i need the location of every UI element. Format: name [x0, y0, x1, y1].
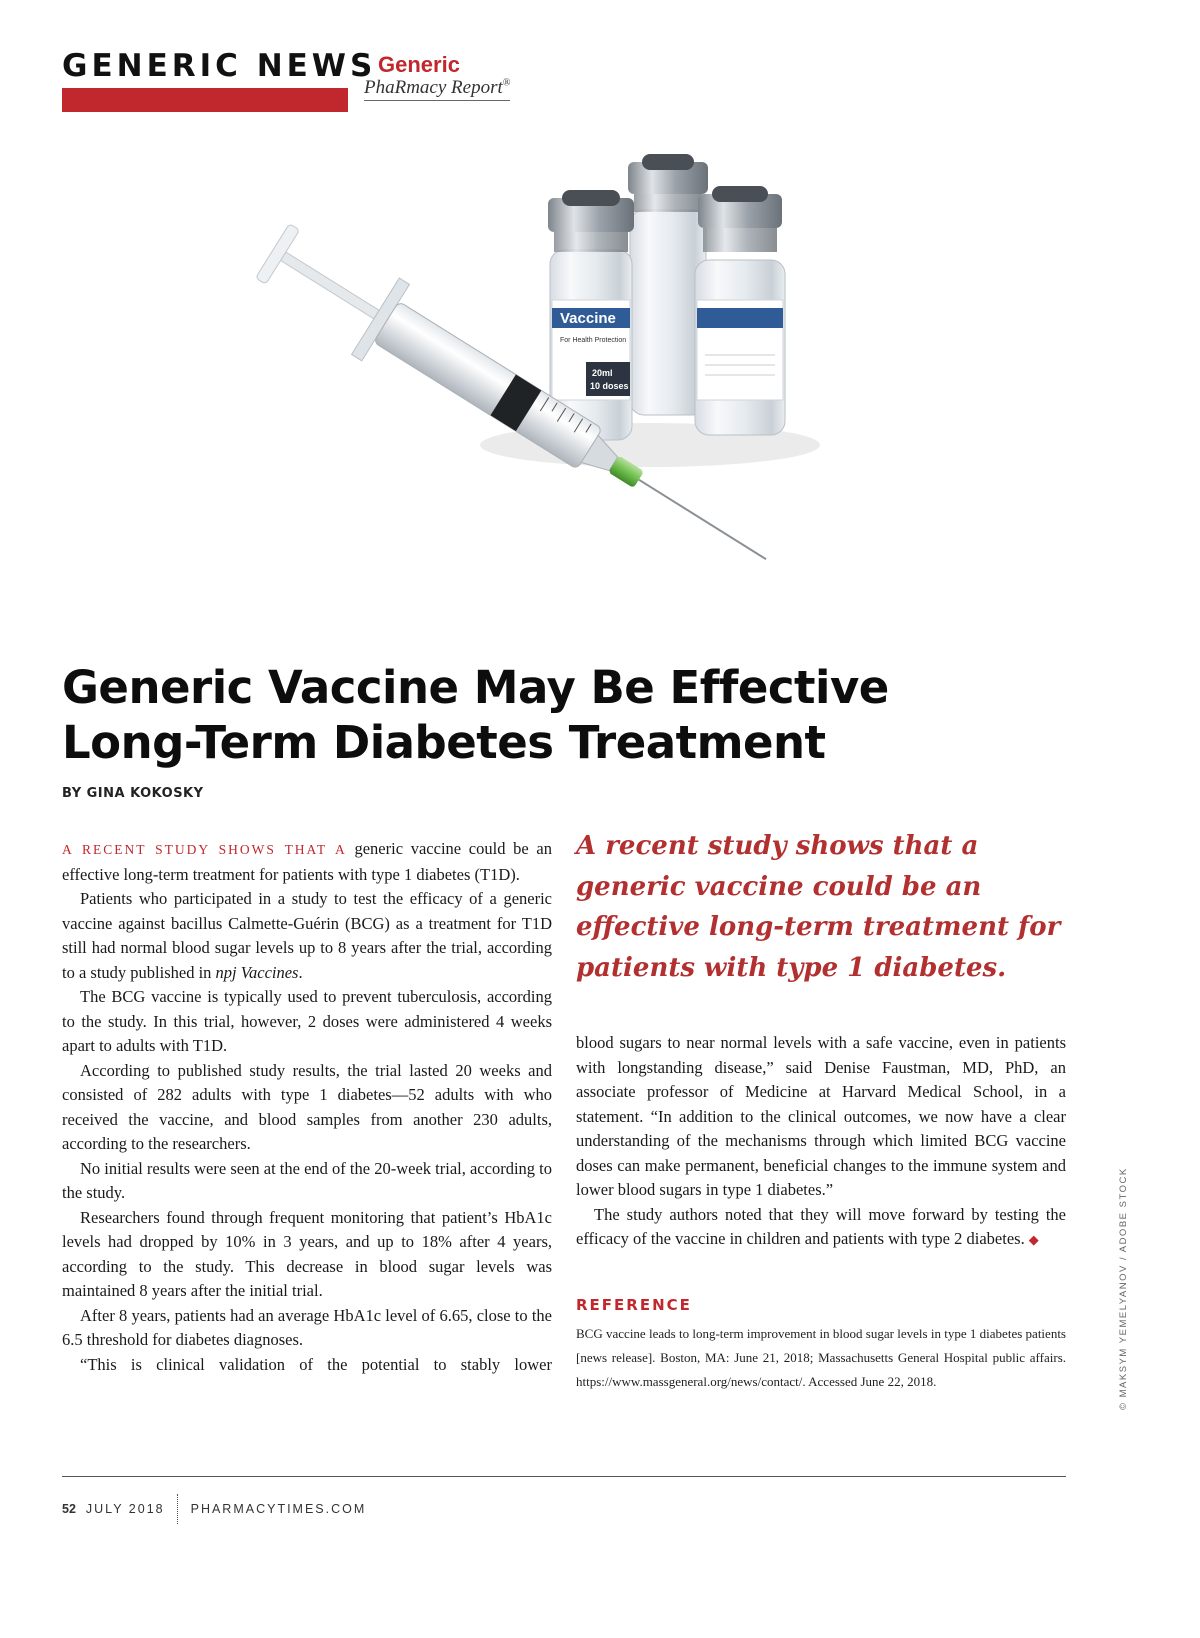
- section-accent-bar: [62, 88, 348, 112]
- headline-line-2: Long-Term Diabetes Treatment: [62, 716, 826, 769]
- vial-label-title: Vaccine: [560, 310, 616, 327]
- paragraph-6: Researchers found through frequent monitoring that patient’s HbA1c levels had dropped by 10% in 3 years, and up to 18% after 4 years, according to the study. This decrease in blood sugar levels was maintained 8 years after the initial trial.: [62, 1207, 552, 1300]
- page-footer: [62, 1494, 366, 1524]
- page-number: 52: [62, 1502, 76, 1516]
- paragraph-9: [576, 1203, 1066, 1253]
- article-column-left: [62, 837, 552, 1377]
- syringe-and-vaccine-vials-photo: [250, 150, 870, 640]
- report-brand-word: Generic: [378, 52, 460, 77]
- paragraph-5: No initial results were seen at the end of the 20-week trial, according to the study.: [62, 1158, 552, 1202]
- paragraph-4: According to published study results, the trial lasted 20 weeks and consisted of 282 adults with type 1 diabetes—52 adults with who received the vaccine, and blood samples from another 230 adults, according to the researchers.: [62, 1060, 552, 1153]
- paragraph-2-end: .: [298, 962, 303, 982]
- paragraph-3: The BCG vaccine is typically used to prevent tuberculosis, according to the study. In this trial, however, 2 doses were administered 4 weeks apart to adults with T1D.: [62, 987, 552, 1055]
- headline-line-1: Generic Vaccine May Be Effective: [62, 661, 889, 714]
- vaccine-vial-right: [695, 186, 785, 435]
- pull-quote: A recent study shows that a generic vaccine could be an effective long-term treatment for patients with type 1 diabetes.: [576, 831, 1061, 983]
- vial-label-volume: 20ml: [592, 368, 613, 378]
- article-column-right: [576, 1031, 1066, 1253]
- paragraph-1-text: generic vaccine could be an effective long-term treatment for patients with type 1 diabetes (T1D).: [62, 839, 553, 884]
- paragraph-2-text: Patients who participated in a study to test the efficacy of a generic vaccine against bacillus Calmette-Guérin (BCG) as a treatment for T1D still had normal blood sugar levels up to 8 years after the trial, according to a study published in: [62, 889, 552, 982]
- photo-credit: © MAKSYM YEMELYANOV / ADOBE STOCK: [1118, 1167, 1129, 1410]
- section-label: GENERIC NEWS: [62, 48, 377, 84]
- byline: BY GINA KOKOSKY: [62, 786, 204, 801]
- vial-label-doses: 10 doses: [590, 381, 629, 391]
- report-brand-subtitle: [364, 77, 510, 101]
- paragraph-1: [62, 837, 552, 887]
- footer-divider: [177, 1494, 179, 1524]
- footer-rule: [62, 1476, 1066, 1477]
- site-name: PHARMACYTIMES.COM: [190, 1502, 367, 1516]
- paragraph-7: After 8 years, patients had an average HbA1c level of 6.65, close to the 6.5 threshold for diabetes diagnoses.: [62, 1305, 552, 1349]
- issue-date: JULY 2018: [85, 1502, 165, 1516]
- end-diamond-icon: ◆: [1028, 1232, 1039, 1247]
- registered-mark: ®: [502, 77, 511, 89]
- paragraph-8-start: “This is clinical validation of the potential to stably lower: [80, 1354, 552, 1374]
- vial-label-sub: For Health Protection: [560, 337, 627, 344]
- reference-text: BCG vaccine leads to long-term improvement in blood sugar levels in type 1 diabetes patients [news release]. Boston, MA: June 21, 2018; Massachusetts General Hospital public affairs. https://www.massgeneral.org/news/contact/. Accessed June 22, 2018.: [576, 1326, 1066, 1389]
- report-brand-subtitle-text: PhaRmacy Report: [364, 77, 503, 98]
- paragraph-8-continued: blood sugars to near normal levels with a safe vaccine, even in patients with longstanding disease,” said Denise Faustman, MD, PhD, an associate professor of Medicine at Harvard Medical School, in a statement. “In addition to the clinical outcomes, we now have a clear understanding of the mechanisms through which limited BCG vaccine doses can make permanent, beneficial changes to the immune system and lower blood sugars in type 1 diabetes.”: [576, 1033, 1066, 1199]
- reference-heading: REFERENCE: [576, 1296, 692, 1314]
- paragraph-2: [62, 887, 552, 985]
- journal-name: npj Vaccines: [215, 962, 299, 982]
- lead-in: A RECENT STUDY SHOWS THAT A: [62, 842, 347, 857]
- article-headline: [62, 660, 962, 770]
- paragraph-9-text: The study authors noted that they will move forward by testing the efficacy of the vaccine in children and patients with type 2 diabetes.: [576, 1204, 1066, 1248]
